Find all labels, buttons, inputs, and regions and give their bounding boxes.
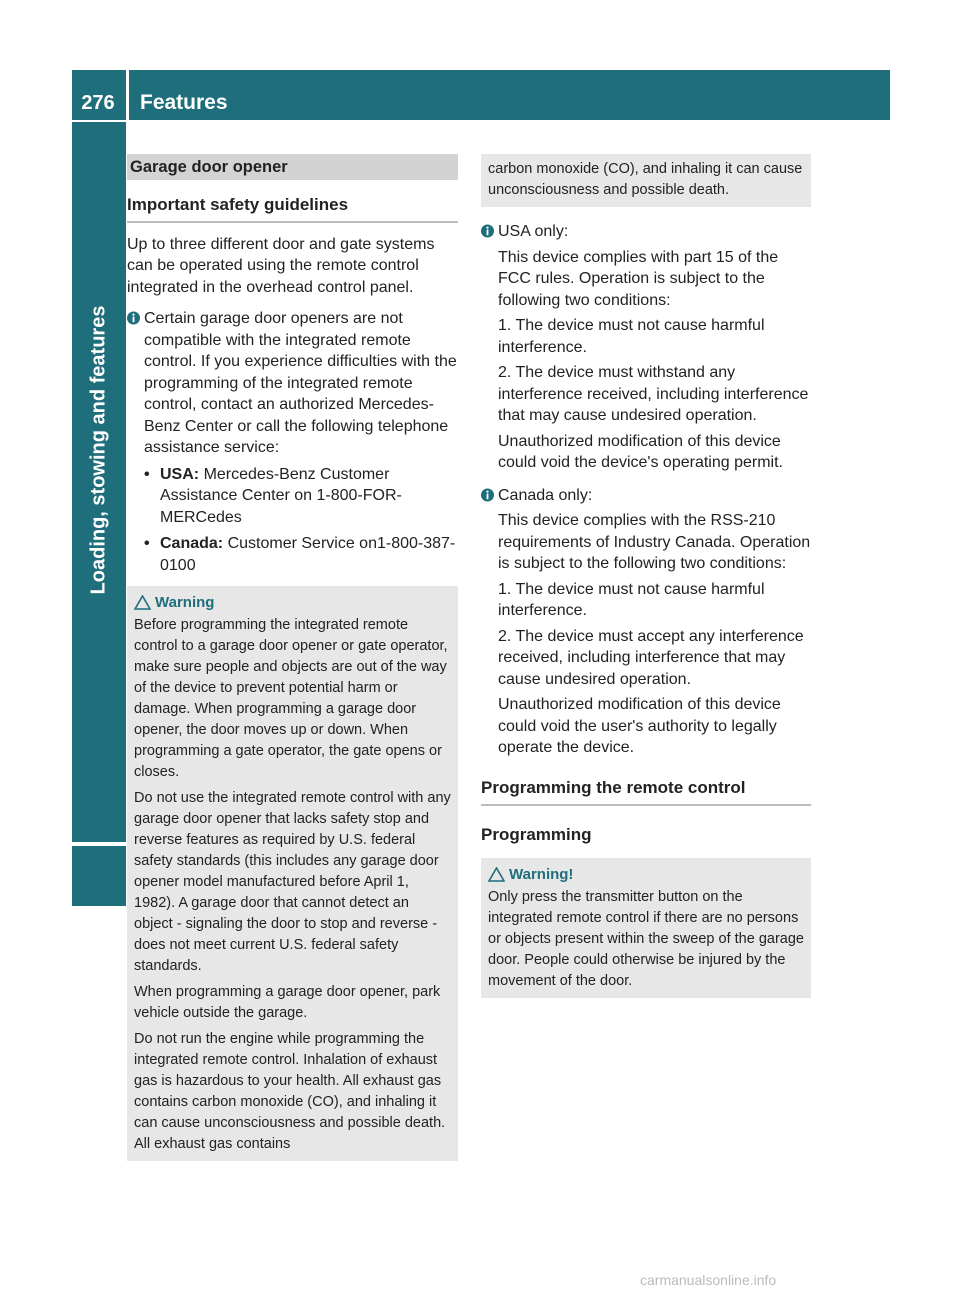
bullet-label: Canada: [160,535,224,552]
info-line: This device complies with the RSS-210 requirements of Industry Canada. Operation is subject to the following two conditions: [498,512,811,572]
info-line: 2. The device must accept any interference received, including interference that may cause undesired operation. [498,627,804,688]
info-title: Canada only: [498,486,593,504]
info-line: Unauthorized modification of this device could void the device's operating permit. [498,432,783,471]
warning-paragraph: Do not use the integrated remote control with any garage door opener that lacks safety stop and reverse features as required by U.S. federal safety standards (this includes any garage door opener model manufactured before April 1, 1982). A garage door that cannot detect an object - signaling the door to stop and reverse - does not meet current U.S. federal safety standards. [134,790,451,974]
info-note-usa [481,221,811,474]
info-note-text: Certain garage door openers are not compatible with the integrated remote control. If you experience difficulties with the programming of the integrated remote control, contact an authorized Mercedes-Benz Center or call the following telephone assistance service: [144,310,457,456]
section-heading: Programming the remote control [481,777,811,807]
bullet-icon: • [144,465,150,483]
side-tab-label: Loading, stowing and features [87,305,110,595]
info-line: Unauthorized modification of this device could void the user's authority to legally operate the device. [498,696,781,756]
info-title: USA only: [498,223,569,240]
info-note-canada [481,485,811,759]
bullet-label: USA: [160,465,200,483]
left-column [127,154,458,1161]
watermark: carmanualsonline.info [640,1272,777,1288]
section-heading: Garage door opener [127,154,458,180]
subsection-heading: Important safety guidelines [127,194,458,223]
warning-triangle-icon [488,867,505,882]
warning-heading [488,864,804,885]
bullet-text: Customer Service on1-800-387-0100 [160,535,456,574]
warning-heading [134,592,451,613]
page-number: 276 [81,92,115,114]
list-item [144,464,458,529]
side-tab-marker [72,846,126,906]
info-icon [127,310,140,326]
header-divider [126,70,129,120]
warning-paragraph: Do not run the engine while programming the integrated remote control. Inhalation of exhaust gas is hazardous to your health. All exhaust gas contains carbon monoxide (CO), and inhaling it can cause unconsciousness and possible death. All exhaust gas contains [134,1031,446,1152]
warning-title: Warning [155,594,215,611]
warning-box [127,586,458,1161]
page-header [72,70,890,120]
right-column [481,154,811,998]
info-line: 1. The device must not cause harmful interference. [498,580,765,619]
intro-paragraph: Up to three different door and gate systems can be operated using the remote control integrated in the overhead control panel. [127,235,435,296]
warning-continuation [481,154,811,207]
warning-paragraph: Only press the transmitter button on the integrated remote control if there are no persons or objects present within the sweep of the garage door. People could otherwise be injured by the movement of the door. [488,888,804,989]
bullet-icon: • [144,535,150,552]
chapter-title: Features [140,91,228,114]
warning-title: Warning! [509,865,574,883]
bullet-text: Mercedes-Benz Customer Assistance Center on 1-800-FOR-MERCedes [160,465,402,526]
subsection-heading: Programming [481,825,592,844]
info-note [127,308,458,576]
info-line: This device complies with part 15 of the FCC rules. Operation is subject to the following two conditions: [498,248,779,309]
list-item [144,533,458,576]
warning-box [481,858,811,998]
warning-paragraph: Before programming the integrated remote control to a garage door opener or gate operator, make sure people and objects are out of the way of the device to prevent potential harm or damage. When programming a garage door opener, the door moves up or down. When programming a gate operator, the gate opens or closes. [134,617,448,780]
warning-continuation-text: carbon monoxide (CO), and inhaling it can cause unconsciousness and possible death. [488,161,803,198]
warning-paragraph: When programming a garage door opener, park vehicle outside the garage. [134,984,441,1021]
info-icon [481,223,494,239]
info-line: 2. The device must withstand any interference received, including interference that may cause undesired operation. [498,364,809,424]
warning-triangle-icon [134,595,151,610]
info-line: 1. The device must not cause harmful interference. [498,317,765,356]
info-icon [481,487,494,503]
